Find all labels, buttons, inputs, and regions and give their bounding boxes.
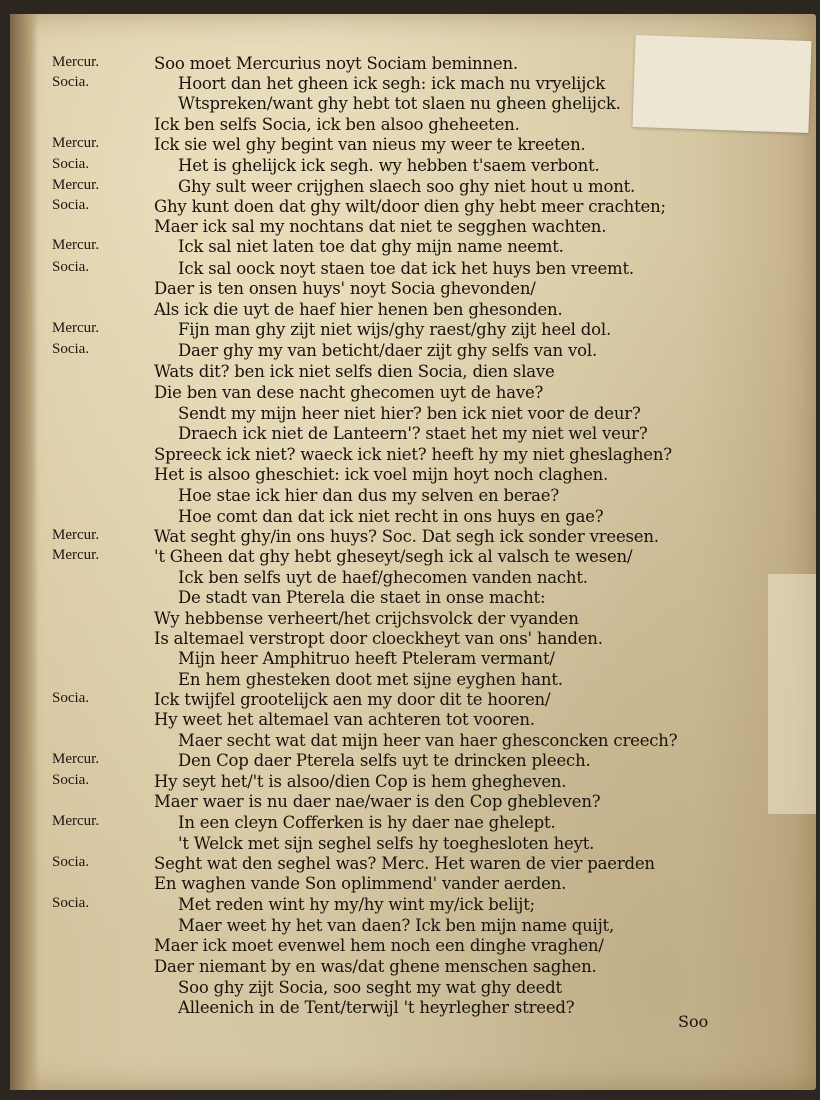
verse-line: Als ick die uyt de haef hier henen ben ghesonden. bbox=[154, 300, 563, 319]
verse-line: Die ben van dese nacht ghecomen uyt de have? bbox=[154, 383, 544, 402]
speaker-label: Socia. bbox=[52, 197, 90, 213]
speaker-label: Mercur. bbox=[52, 135, 100, 151]
speaker-label: Mercur. bbox=[52, 547, 100, 563]
verse-line: Hoort dan het gheen ick segh: ick mach nu vryelijck bbox=[178, 74, 605, 93]
verse-line: Ick sal oock noyt staen toe dat ick het huys ben vreemt. bbox=[178, 259, 634, 278]
verse-line: Het is ghelijck ick segh. wy hebben t'saem verbont. bbox=[178, 156, 600, 175]
speaker-label: Mercur. bbox=[52, 320, 100, 336]
speaker-label: Socia. bbox=[52, 772, 90, 788]
verse-line: Daer ghy my van beticht/daer zijt ghy selfs van vol. bbox=[178, 341, 598, 360]
speaker-column bbox=[52, 40, 152, 1040]
verse-line: Seght wat den seghel was? Merc. Het waren de vier paerden bbox=[154, 854, 655, 873]
verse-line: Soo ghy zijt Socia, soo seght my wat ghy deedt bbox=[178, 978, 562, 997]
speaker-label: Socia. bbox=[52, 690, 90, 706]
verse-line: Ick ben selfs uyt de haef/ghecomen vanden nacht. bbox=[178, 568, 588, 587]
speaker-label: Socia. bbox=[52, 74, 90, 90]
verse-line: Maer weet hy het van daen? Ick ben mijn name quijt, bbox=[178, 916, 615, 935]
verse-line: Daer niemant by en was/dat ghene menschen saghen. bbox=[154, 957, 597, 976]
speaker-label: Socia. bbox=[52, 895, 90, 911]
verse-line: En waghen vande Son oplimmend' vander aerden. bbox=[154, 874, 567, 893]
verse-line: Hoe comt dan dat ick niet recht in ons huys en gae? bbox=[178, 507, 604, 526]
speaker-label: Socia. bbox=[52, 156, 90, 172]
verse-line: Soo moet Mercurius noyt Sociam beminnen. bbox=[154, 54, 518, 73]
verse-line: Ghy kunt doen dat ghy wilt/door dien ghy hebt meer crachten; bbox=[154, 197, 666, 216]
verse-line: Ghy sult weer crijghen slaech soo ghy niet hout u mont. bbox=[178, 177, 636, 196]
verse-line: Ick sal niet laten toe dat ghy mijn name neemt. bbox=[178, 237, 564, 256]
verse-column bbox=[154, 40, 714, 1040]
speaker-label: Mercur. bbox=[52, 751, 100, 767]
verse-line: Ick sie wel ghy begint van nieus my weer te kreeten. bbox=[154, 135, 586, 154]
verse-line: En hem ghesteken doot met sijne eyghen hant. bbox=[178, 670, 563, 689]
verse-line: Daer is ten onsen huys' noyt Socia ghevonden/ bbox=[154, 279, 536, 298]
verse-line: Ick ben selfs Socia, ick ben alsoo gheheeten. bbox=[154, 115, 520, 134]
verse-line: Wy hebbense verheert/het crijchsvolck der vyanden bbox=[154, 609, 579, 628]
verse-line: Maer waer is nu daer nae/waer is den Cop ghebleven? bbox=[154, 792, 601, 811]
verse-line: Het is alsoo gheschiet: ick voel mijn hoyt noch claghen. bbox=[154, 465, 609, 484]
speaker-label: Mercur. bbox=[52, 237, 100, 253]
verse-line: Den Cop daer Pterela selfs uyt te drincken pleech. bbox=[178, 751, 591, 770]
verse-line: Met reden wint hy my/hy wint my/ick belijt; bbox=[178, 895, 535, 914]
speaker-label: Mercur. bbox=[52, 54, 100, 70]
verse-line: Maer ick sal my nochtans dat niet te segghen wachten. bbox=[154, 217, 607, 236]
verse-line: Spreeck ick niet? waeck ick niet? heeft hy my niet gheslaghen? bbox=[154, 445, 672, 464]
verse-line: Hy seyt het/'t is alsoo/dien Cop is hem ghegheven. bbox=[154, 772, 567, 791]
verse-line: Wats dit? ben ick niet selfs dien Socia, dien slave bbox=[154, 362, 555, 381]
catchword: Soo bbox=[678, 1012, 709, 1031]
verse-line: Is altemael verstropt door cloeckheyt van ons' handen. bbox=[154, 629, 603, 648]
book-spine-shadow bbox=[10, 14, 38, 1090]
verse-line: Wat seght ghy/in ons huys? Soc. Dat segh ick sonder vreesen. bbox=[154, 527, 659, 546]
verse-line: Hy weet het altemael van achteren tot vooren. bbox=[154, 710, 535, 729]
verse-line: Maer secht wat dat mijn heer van haer ghesconcken creech? bbox=[178, 731, 678, 750]
verse-line: Wtspreken/want ghy hebt tot slaen nu gheen ghelijck. bbox=[178, 94, 621, 113]
verse-line: Alleenich in de Tent/terwijl 't heyrlegher streed? bbox=[178, 998, 575, 1017]
speaker-label: Socia. bbox=[52, 341, 90, 357]
verse-line: Draech ick niet de Lanteern'? staet het my niet wel veur? bbox=[178, 424, 648, 443]
verse-line: Maer ick moet evenwel hem noch een dinghe vraghen/ bbox=[154, 936, 604, 955]
verse-line: Fijn man ghy zijt niet wijs/ghy raest/ghy zijt heel dol. bbox=[178, 320, 611, 339]
verse-line: Ick twijfel grootelijck aen my door dit te hooren/ bbox=[154, 690, 551, 709]
paper-edge-strip bbox=[768, 574, 816, 814]
verse-line: In een cleyn Cofferken is hy daer nae ghelept. bbox=[178, 813, 556, 832]
speaker-label: Mercur. bbox=[52, 527, 100, 543]
verse-line: 't Gheen dat ghy hebt gheseyt/segh ick al valsch te wesen/ bbox=[154, 547, 633, 566]
speaker-label: Mercur. bbox=[52, 813, 100, 829]
verse-line: Sendt my mijn heer niet hier? ben ick niet voor de deur? bbox=[178, 404, 641, 423]
speaker-label: Mercur. bbox=[52, 177, 100, 193]
speaker-label: Socia. bbox=[52, 854, 90, 870]
verse-line: De stadt van Pterela die staet in onse macht: bbox=[178, 588, 546, 607]
verse-line: Hoe stae ick hier dan dus my selven en berae? bbox=[178, 486, 559, 505]
verse-line: Mijn heer Amphitruo heeft Pteleram vermant/ bbox=[178, 649, 555, 668]
verse-line: 't Welck met sijn seghel selfs hy toeghesloten heyt. bbox=[178, 834, 595, 853]
speaker-label: Socia. bbox=[52, 259, 90, 275]
